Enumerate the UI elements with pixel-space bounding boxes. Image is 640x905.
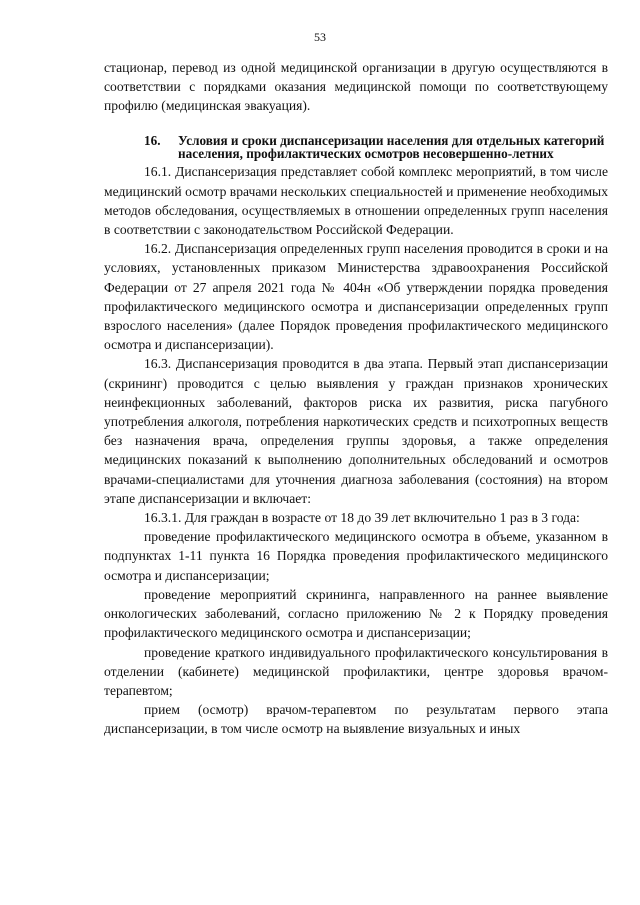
paragraph-16-3: 16.3. Диспансеризация проводится в два этапа. Первый этап диспансеризации (скрининг) проводится с целью выявления у граждан признаков хронических неинфекционных заболеваний, факторов риска их развития, риска пагубного употребления алкоголя, потребления наркотических средств и психотропных веществ без назначения врача, определения группы здоровья, а также определения медицинских показаний к выполнению дополнительных обследований и осмотров врачами-специалистами для уточнения диагноза заболевания (состояния) на втором этапе диспансеризации и включает: [104, 356, 608, 506]
intro-paragraph: стационар, перевод из одной медицинской организации в другую осуществляются в соответствии с порядками оказания медицинской помощи по соответствующему профилю (медицинская эвакуация). [104, 60, 608, 114]
paragraph-16-3-1: 16.3.1. Для граждан в возрасте от 18 до 39 лет включительно 1 раз в 3 года: [144, 510, 580, 526]
page-number: 53 [314, 30, 326, 44]
list-item-cancer-screening: проведение мероприятий скрининга, направленного на раннее выявление онкологических заболеваний, согласно приложению № 2 к Порядку проведения профилактического медицинского осмотра и диспансеризации; [104, 586, 608, 641]
section-title: Условия и сроки диспансеризации населения для отдельных категорий населения, профилактических осмотров несовершенно-летних [178, 132, 605, 162]
list-item-preventive-exam: проведение профилактического медицинского осмотра в объеме, указанном в подпунктах 1-11 пункта 16 Порядка проведения профилактического медицинского осмотра и диспансеризации; [104, 529, 608, 583]
list-item-consultation: проведение краткого индивидуального профилактического консультирования в отделении (кабинете) медицинской профилактики, центре здоровья врачом-терапевтом; [104, 644, 608, 698]
section-number: 16. [144, 132, 161, 148]
page-content [104, 58, 608, 739]
list-item-therapist-exam: прием (осмотр) врачом-терапевтом по результатам первого этапа диспансеризации, в том числе осмотр на выявление визуальных и иных [104, 702, 608, 737]
section-heading [104, 134, 608, 161]
paragraph-16-2: 16.2. Диспансеризация определенных групп населения проводится в сроки и на условиях, установленных приказом Министерства здравоохранения Российской Федерации от 27 апреля 2021 года № 404н «Об утверждении порядка проведения профилактического медицинского осмотра и диспансеризации определенных групп взрослого населения» (далее Порядок проведения профилактического медицинского осмотра и диспансеризации). [104, 241, 608, 353]
paragraph-16-1: 16.1. Диспансеризация представляет собой комплекс мероприятий, в том числе медицинский осмотр врачами нескольких специальностей и применение необходимых методов обследования, осуществляемых в отношении определенных групп населения в соответствии с законодательством Российской Федерации. [104, 164, 608, 238]
